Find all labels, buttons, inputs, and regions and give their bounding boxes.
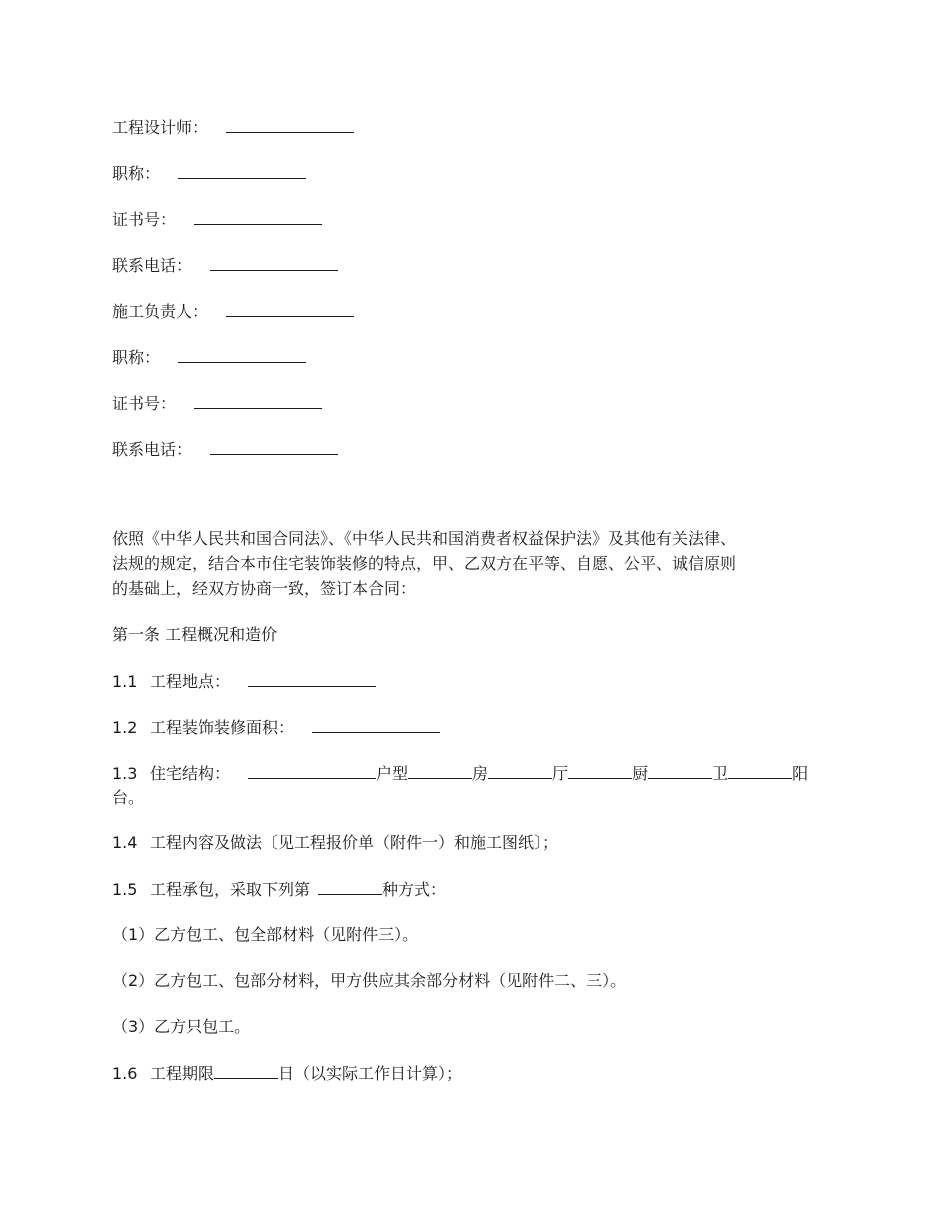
- area-field[interactable]: [312, 716, 440, 733]
- kitchens-label: 厨: [632, 764, 649, 783]
- foreman-label: 施工负责人：: [112, 302, 209, 321]
- designer-phone-label: 联系电话：: [112, 256, 193, 275]
- rooms-label: 房: [472, 764, 489, 783]
- halls-label: 厅: [552, 764, 569, 783]
- balconies-field[interactable]: [728, 762, 792, 779]
- designer-cert-field[interactable]: [194, 208, 322, 225]
- designer-label: 工程设计师：: [112, 118, 209, 137]
- item-number: 1.6: [112, 1064, 138, 1083]
- kitchens-field[interactable]: [568, 762, 632, 779]
- item-number: 1.1: [112, 672, 138, 691]
- contract-method-field[interactable]: [318, 878, 382, 895]
- designer-row: [112, 116, 354, 139]
- designer-phone-row: [112, 254, 338, 277]
- site-address-field[interactable]: [248, 670, 376, 687]
- foreman-phone-row: [112, 438, 338, 461]
- designer-title-label: 职称：: [112, 164, 161, 183]
- option-1: （1）乙方包工、包全部材料（见附件三）。: [112, 925, 419, 944]
- intro-line-3: 的基础上，经双方协商一致，签订本合同：: [112, 579, 417, 598]
- designer-cert-row: [112, 208, 322, 231]
- item-number: 1.3: [112, 764, 138, 783]
- bathrooms-label: 卫: [712, 764, 729, 783]
- item-1-6-text-before: 工程期限: [150, 1064, 215, 1083]
- designer-title-row: [112, 162, 306, 185]
- foreman-title-row: [112, 346, 306, 369]
- foreman-cert-field[interactable]: [194, 392, 322, 409]
- item-1-6: [112, 1062, 462, 1085]
- item-number: 1.2: [112, 718, 138, 737]
- foreman-field[interactable]: [226, 300, 354, 317]
- article-1-title: 第一条 工程概况和造价: [112, 625, 278, 644]
- intro-line-1: 依照《中华人民共和国合同法》、《中华人民共和国消费者权益保护法》及其他有关法律、: [112, 529, 737, 548]
- item-1-5-text-after: 种方式：: [382, 880, 447, 899]
- item-1-4: [112, 832, 558, 854]
- halls-field[interactable]: [488, 762, 552, 779]
- item-1-4-text: 工程内容及做法〔见工程报价单（附件一）和施工图纸〕；: [150, 833, 559, 852]
- option-2: （2）乙方包工、包部分材料，甲方供应其余部分材料（见附件二、三）。: [112, 971, 627, 990]
- unit-type-label: 户型: [376, 764, 409, 783]
- item-1-3-continuation: 台。: [112, 788, 145, 807]
- foreman-title-label: 职称：: [112, 348, 161, 367]
- designer-title-field[interactable]: [178, 162, 306, 179]
- foreman-cert-row: [112, 392, 322, 415]
- item-1-2-label: 工程装饰装修面积：: [150, 718, 295, 737]
- designer-field[interactable]: [226, 116, 354, 133]
- foreman-cert-label: 证书号：: [112, 394, 177, 413]
- option-3: （3）乙方只包工。: [112, 1017, 251, 1036]
- bathrooms-field[interactable]: [648, 762, 712, 779]
- item-number: 1.5: [112, 880, 138, 899]
- foreman-row: [112, 300, 354, 323]
- item-1-3: [112, 762, 808, 785]
- designer-phone-field[interactable]: [210, 254, 338, 271]
- rooms-field[interactable]: [408, 762, 472, 779]
- item-1-5-text-before: 工程承包，采取下列第: [150, 880, 311, 899]
- foreman-phone-label: 联系电话：: [112, 440, 193, 459]
- item-1-3-label: 住宅结构：: [150, 764, 231, 783]
- item-number: 1.4: [112, 833, 138, 852]
- structure-field[interactable]: [248, 762, 376, 779]
- item-1-1-label: 工程地点：: [150, 672, 231, 691]
- intro-line-2: 法规的规定，结合本市住宅装饰装修的特点，甲、乙双方在平等、自愿、公平、诚信原则: [112, 554, 737, 573]
- item-1-2: [112, 716, 440, 739]
- item-1-6-text-after: 日（以实际工作日计算）；: [278, 1064, 463, 1083]
- foreman-phone-field[interactable]: [210, 438, 338, 455]
- duration-field[interactable]: [214, 1062, 278, 1079]
- designer-cert-label: 证书号：: [112, 210, 177, 229]
- item-1-5: [112, 878, 446, 901]
- item-1-1: [112, 670, 376, 693]
- foreman-title-field[interactable]: [178, 346, 306, 363]
- balconies-label: 阳: [792, 764, 809, 783]
